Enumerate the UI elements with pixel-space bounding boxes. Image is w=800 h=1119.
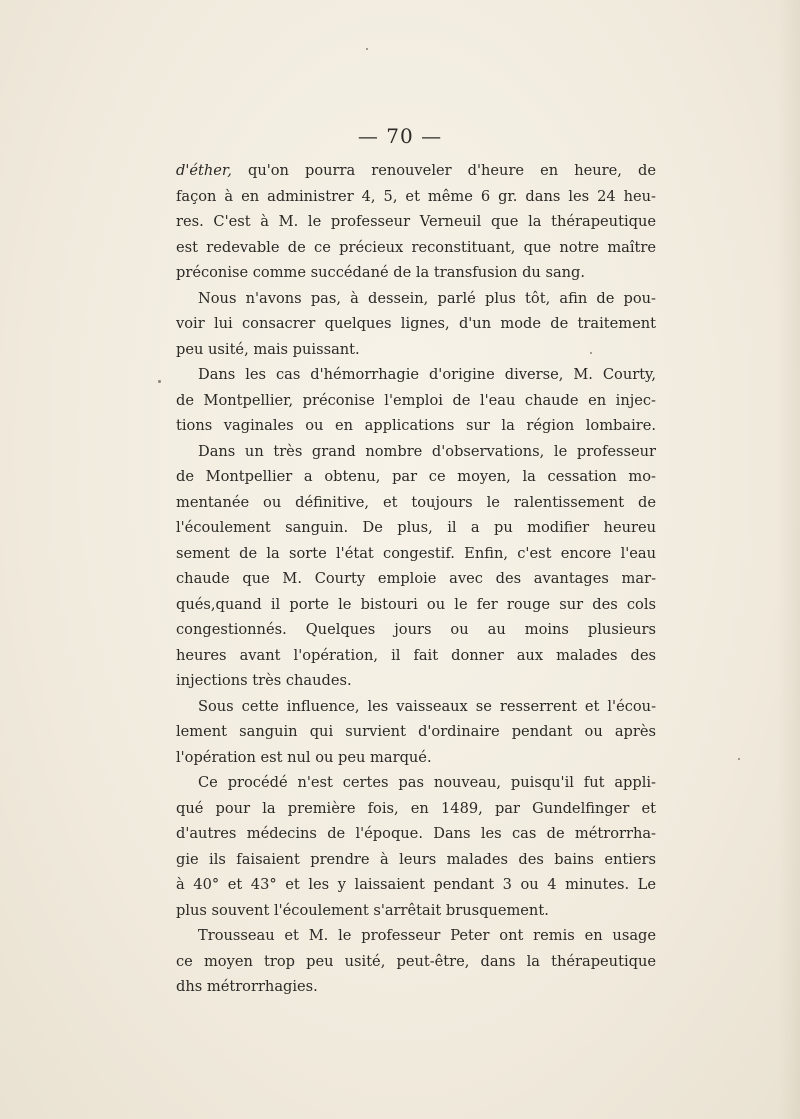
line-text: congestionnés. Quelques jours ou au moins plusieurs [176, 621, 656, 638]
line-text: chaude que M. Courty emploie avec des avantages mar- [176, 570, 656, 587]
text-line [176, 413, 656, 439]
text-line [176, 209, 656, 235]
text-line [176, 745, 656, 771]
line-text: sement de la sorte l'état congestif. Enfin, c'est encore l'eau [176, 544, 656, 562]
italic-word: d'éther, [176, 162, 232, 179]
line-text: lement sanguin qui survient d'ordinaire pendant ou après [176, 723, 656, 740]
text-line [176, 898, 656, 924]
text-line [176, 923, 656, 949]
line-text: mentanée ou définitive, et toujours le ralentissement de [176, 493, 656, 511]
text-line [176, 541, 656, 567]
text-line [176, 566, 656, 592]
text-line [176, 260, 656, 286]
line-text: qu'on pourra renouveler d'heure en heure, de [231, 162, 656, 179]
text-line [176, 872, 656, 898]
line-text: qués,quand il porte le bistouri ou le fer rouge sur des cols [176, 595, 656, 613]
text-line [176, 770, 656, 796]
line-text: res. C'est à M. le professeur Verneuil que la thérapeutique [176, 213, 656, 230]
line-text: tions vaginales ou en applications sur la région lombaire. [176, 417, 656, 434]
line-text: gie ils faisaient prendre à leurs malades des bains entiers [176, 850, 656, 868]
line-text: plus souvent l'écoulement s'arrêtait brusquement. [176, 901, 549, 919]
text-line [176, 362, 656, 388]
text-line [176, 643, 656, 669]
text-line [176, 617, 656, 643]
line-text: est redevable de ce précieux reconstituant, que notre maître [176, 238, 656, 256]
line-text: de Montpellier, préconise l'emploi de l'eau chaude en injec- [176, 391, 656, 409]
text-line [176, 974, 656, 1000]
text-line [176, 388, 656, 414]
text-line [176, 490, 656, 516]
line-text: Sous cette influence, les vaisseaux se resserrent et l'écou- [198, 697, 656, 715]
text-line [176, 821, 656, 847]
line-text: dhs métrorrhagies. [176, 978, 318, 995]
scan-speck [590, 352, 592, 354]
scan-speck [738, 758, 740, 760]
line-text: qué pour la première fois, en 1489, par Gundelfinger et [176, 799, 656, 817]
line-text: l'écoulement sanguin. De plus, il a pu modifier heureu [176, 519, 656, 536]
text-line [176, 592, 656, 618]
scan-speck [366, 48, 368, 50]
text-line [176, 515, 656, 541]
text-line [176, 337, 656, 363]
line-text: Dans un très grand nombre d'observations, le professeur [198, 442, 656, 460]
text-line [176, 158, 656, 184]
text-line [176, 847, 656, 873]
line-text: de Montpellier a obtenu, par ce moyen, la cessation mo- [176, 468, 656, 485]
text-line [176, 694, 656, 720]
text-line [176, 184, 656, 210]
text-line [176, 311, 656, 337]
line-text: d'autres médecins de l'époque. Dans les cas de métrorrha- [176, 825, 656, 842]
line-text: voir lui consacrer quelques lignes, d'un mode de traitement [176, 315, 656, 332]
line-text: ce moyen trop peu usité, peut-être, dans la thérapeutique [176, 952, 656, 970]
text-line [176, 796, 656, 822]
text-line [176, 286, 656, 312]
line-text: Trousseau et M. le professeur Peter ont remis en usage [198, 927, 656, 944]
text-line [176, 668, 656, 694]
scan-speck [158, 380, 161, 383]
text-line [176, 949, 656, 975]
page-edge-shadow [778, 0, 800, 1119]
body-text [176, 158, 656, 1000]
text-line [176, 439, 656, 465]
line-text: injections très chaudes. [176, 672, 352, 689]
line-text: Nous n'avons pas, à dessein, parlé plus tôt, afin de pou- [198, 289, 656, 307]
line-text: Dans les cas d'hémorrhagie d'origine diverse, M. Courty, [198, 366, 656, 383]
text-line [176, 235, 656, 261]
line-text: heures avant l'opération, il fait donner aux malades des [176, 646, 656, 664]
text-line [176, 719, 656, 745]
line-text: préconise comme succédané de la transfusion du sang. [176, 264, 586, 281]
line-text: Ce procédé n'est certes pas nouveau, puisqu'il fut appli- [198, 774, 656, 791]
line-text: à 40° et 43° et les y laissaient pendant 3 ou 4 minutes. Le [176, 876, 656, 893]
page-number: — 70 — [357, 124, 443, 148]
text-line [176, 464, 656, 490]
line-text: l'opération est nul ou peu marqué. [176, 748, 432, 766]
line-text: peu usité, mais puissant. [176, 340, 360, 358]
line-text: façon à en administrer 4, 5, et même 6 gr. dans les 24 heu- [176, 187, 656, 205]
